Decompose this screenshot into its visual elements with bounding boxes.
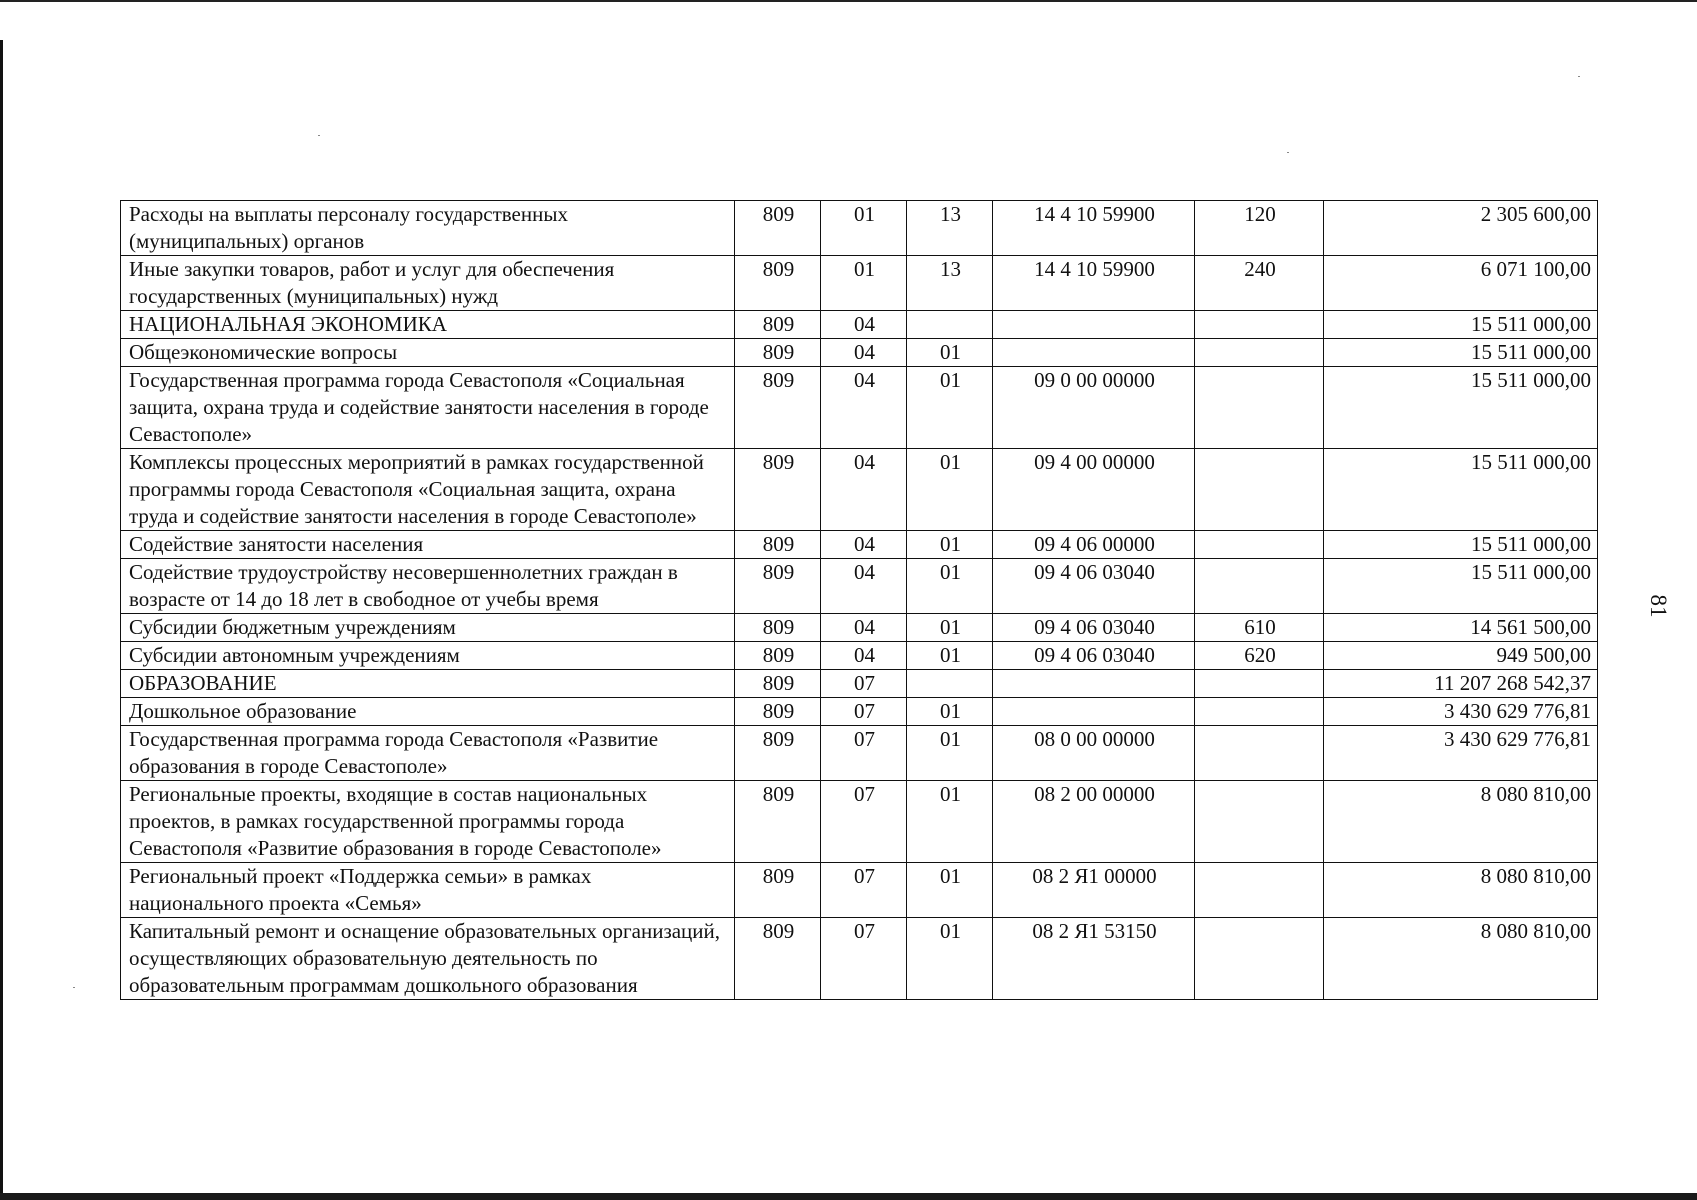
ministry-code-cell: 809	[735, 339, 821, 367]
expense-type-cell	[1195, 698, 1324, 726]
ministry-code-cell: 809	[735, 670, 821, 698]
subsection-code-cell: 01	[907, 531, 993, 559]
ministry-code-cell: 809	[735, 311, 821, 339]
target-article-cell: 09 0 00 00000	[993, 367, 1195, 449]
target-article-cell: 14 4 10 59900	[993, 201, 1195, 256]
subsection-code-cell: 01	[907, 642, 993, 670]
ministry-code-cell: 809	[735, 449, 821, 531]
ministry-code-cell: 809	[735, 863, 821, 918]
row-name-cell: Региональный проект «Поддержка семьи» в рамках национального проекта «Семья»	[121, 863, 735, 918]
table-row	[121, 339, 1598, 367]
subsection-code-cell	[907, 311, 993, 339]
ministry-code-cell: 809	[735, 726, 821, 781]
subsection-code-cell: 01	[907, 918, 993, 1000]
row-name-cell: ОБРАЗОВАНИЕ	[121, 670, 735, 698]
section-code-cell: 07	[821, 781, 907, 863]
section-code-cell: 04	[821, 531, 907, 559]
section-code-cell: 01	[821, 201, 907, 256]
expense-type-cell	[1195, 863, 1324, 918]
target-article-cell: 08 0 00 00000	[993, 726, 1195, 781]
subsection-code-cell: 01	[907, 614, 993, 642]
target-article-cell	[993, 670, 1195, 698]
target-article-cell: 14 4 10 59900	[993, 256, 1195, 311]
scan-speck	[73, 987, 75, 988]
target-article-cell: 09 4 06 03040	[993, 642, 1195, 670]
table-row	[121, 726, 1598, 781]
subsection-code-cell: 01	[907, 698, 993, 726]
row-name-cell: Государственная программа города Севастополя «Социальная защита, охрана труда и содействие занятости населения в городе Севастополе»	[121, 367, 735, 449]
table-row	[121, 918, 1598, 1000]
amount-cell: 949 500,00	[1324, 642, 1598, 670]
expense-type-cell	[1195, 311, 1324, 339]
ministry-code-cell: 809	[735, 559, 821, 614]
subsection-code-cell: 01	[907, 781, 993, 863]
expense-type-cell	[1195, 449, 1324, 531]
table-row	[121, 863, 1598, 918]
target-article-cell: 09 4 06 00000	[993, 531, 1195, 559]
subsection-code-cell	[907, 670, 993, 698]
ministry-code-cell: 809	[735, 614, 821, 642]
ministry-code-cell: 809	[735, 781, 821, 863]
amount-cell: 8 080 810,00	[1324, 863, 1598, 918]
subsection-code-cell: 01	[907, 339, 993, 367]
ministry-code-cell: 809	[735, 918, 821, 1000]
ministry-code-cell: 809	[735, 642, 821, 670]
scan-speck	[1287, 152, 1289, 153]
expense-type-cell: 240	[1195, 256, 1324, 311]
target-article-cell	[993, 311, 1195, 339]
section-code-cell: 07	[821, 726, 907, 781]
amount-cell: 8 080 810,00	[1324, 781, 1598, 863]
section-code-cell: 07	[821, 918, 907, 1000]
scan-edge-left	[0, 40, 3, 1200]
ministry-code-cell: 809	[735, 367, 821, 449]
ministry-code-cell: 809	[735, 201, 821, 256]
expense-type-cell: 610	[1195, 614, 1324, 642]
amount-cell: 3 430 629 776,81	[1324, 726, 1598, 781]
target-article-cell: 08 2 Я1 00000	[993, 863, 1195, 918]
expense-type-cell: 620	[1195, 642, 1324, 670]
row-name-cell: Содействие занятости населения	[121, 531, 735, 559]
table-row	[121, 781, 1598, 863]
target-article-cell	[993, 698, 1195, 726]
section-code-cell: 04	[821, 311, 907, 339]
subsection-code-cell: 01	[907, 726, 993, 781]
ministry-code-cell: 809	[735, 698, 821, 726]
expense-type-cell	[1195, 781, 1324, 863]
amount-cell: 6 071 100,00	[1324, 256, 1598, 311]
row-name-cell: Иные закупки товаров, работ и услуг для обеспечения государственных (муниципальных) нужд	[121, 256, 735, 311]
section-code-cell: 07	[821, 698, 907, 726]
row-name-cell: Общеэкономические вопросы	[121, 339, 735, 367]
row-name-cell: НАЦИОНАЛЬНАЯ ЭКОНОМИКА	[121, 311, 735, 339]
section-code-cell: 04	[821, 642, 907, 670]
row-name-cell: Дошкольное образование	[121, 698, 735, 726]
subsection-code-cell: 01	[907, 449, 993, 531]
expense-type-cell	[1195, 531, 1324, 559]
amount-cell: 15 511 000,00	[1324, 449, 1598, 531]
table-row	[121, 531, 1598, 559]
table-row	[121, 559, 1598, 614]
subsection-code-cell: 01	[907, 863, 993, 918]
target-article-cell: 09 4 06 03040	[993, 614, 1195, 642]
target-article-cell	[993, 339, 1195, 367]
subsection-code-cell: 13	[907, 256, 993, 311]
amount-cell: 15 511 000,00	[1324, 367, 1598, 449]
ministry-code-cell: 809	[735, 531, 821, 559]
expense-type-cell	[1195, 367, 1324, 449]
target-article-cell: 09 4 06 03040	[993, 559, 1195, 614]
amount-cell: 15 511 000,00	[1324, 311, 1598, 339]
table-row	[121, 642, 1598, 670]
subsection-code-cell: 01	[907, 367, 993, 449]
table-row	[121, 256, 1598, 311]
target-article-cell: 08 2 00 00000	[993, 781, 1195, 863]
amount-cell: 15 511 000,00	[1324, 531, 1598, 559]
row-name-cell: Расходы на выплаты персоналу государственных (муниципальных) органов	[121, 201, 735, 256]
scan-speck	[318, 135, 320, 136]
table-row	[121, 698, 1598, 726]
section-code-cell: 04	[821, 559, 907, 614]
table-row	[121, 311, 1598, 339]
subsection-code-cell: 01	[907, 559, 993, 614]
section-code-cell: 04	[821, 367, 907, 449]
row-name-cell: Государственная программа города Севастополя «Развитие образования в городе Севастополе»	[121, 726, 735, 781]
expense-type-cell	[1195, 726, 1324, 781]
row-name-cell: Субсидии бюджетным учреждениям	[121, 614, 735, 642]
amount-cell: 8 080 810,00	[1324, 918, 1598, 1000]
section-code-cell: 04	[821, 614, 907, 642]
scan-edge-top	[0, 0, 1697, 2]
section-code-cell: 07	[821, 863, 907, 918]
expense-type-cell: 120	[1195, 201, 1324, 256]
table-row	[121, 614, 1598, 642]
amount-cell: 14 561 500,00	[1324, 614, 1598, 642]
budget-table	[120, 200, 1598, 1000]
section-code-cell: 04	[821, 339, 907, 367]
row-name-cell: Региональные проекты, входящие в состав национальных проектов, в рамках государственной программы города Севастополя «Развитие образования в городе Севастополе»	[121, 781, 735, 863]
table-row	[121, 201, 1598, 256]
amount-cell: 15 511 000,00	[1324, 339, 1598, 367]
subsection-code-cell: 13	[907, 201, 993, 256]
table-row	[121, 670, 1598, 698]
row-name-cell: Капитальный ремонт и оснащение образовательных организаций, осуществляющих образовательную деятельность по образовательным программам дошкольного образования	[121, 918, 735, 1000]
amount-cell: 2 305 600,00	[1324, 201, 1598, 256]
scan-edge-bottom	[0, 1193, 1697, 1200]
expense-type-cell	[1195, 339, 1324, 367]
section-code-cell: 07	[821, 670, 907, 698]
table-row	[121, 449, 1598, 531]
ministry-code-cell: 809	[735, 256, 821, 311]
row-name-cell: Содействие трудоустройству несовершеннолетних граждан в возрасте от 14 до 18 лет в свободное от учебы время	[121, 559, 735, 614]
amount-cell: 11 207 268 542,37	[1324, 670, 1598, 698]
table-row	[121, 367, 1598, 449]
row-name-cell: Комплексы процессных мероприятий в рамках государственной программы города Севастополя «Социальная защита, охрана труда и содействие занятости населения в городе Севастополе»	[121, 449, 735, 531]
target-article-cell: 09 4 00 00000	[993, 449, 1195, 531]
amount-cell: 3 430 629 776,81	[1324, 698, 1598, 726]
expense-type-cell	[1195, 670, 1324, 698]
expense-type-cell	[1195, 559, 1324, 614]
row-name-cell: Субсидии автономным учреждениям	[121, 642, 735, 670]
target-article-cell: 08 2 Я1 53150	[993, 918, 1195, 1000]
scan-speck	[1578, 76, 1580, 77]
table-body	[121, 201, 1598, 1000]
section-code-cell: 04	[821, 449, 907, 531]
expense-type-cell	[1195, 918, 1324, 1000]
section-code-cell: 01	[821, 256, 907, 311]
amount-cell: 15 511 000,00	[1324, 559, 1598, 614]
page-number: 81	[1646, 594, 1671, 618]
